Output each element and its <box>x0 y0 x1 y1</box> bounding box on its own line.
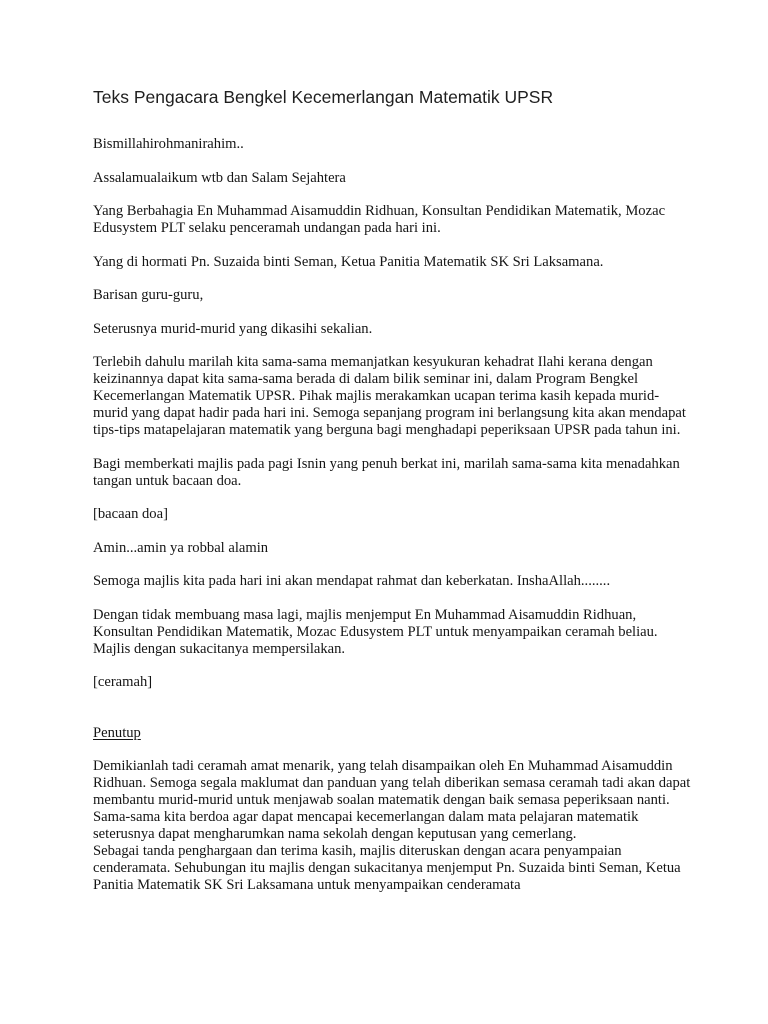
closing-paragraph: Demikianlah tadi ceramah amat menarik, yang telah disampaikan oleh En Muhammad Aisamuddin Ridhuan. Semoga segala maklumat dan panduan yang telah diberikan semasa ceramah tadi akan dapat membantu murid-murid untuk menjawab soalan matematik dengan baik semasa peperiksaan nanti. Sama-sama kita berdoa agar dapat mencapai kecemerlangan dalam mata pelajaran matematik seterusnya dapat mengharumkan nama sekolah dengan keputusan yang cemerlang. <box>93 758 691 842</box>
salutation-students: Seterusnya murid-murid yang dikasihi sekalian. <box>93 320 373 337</box>
salutation-teachers: Barisan guru-guru, <box>93 287 204 303</box>
opening-paragraph: Terlebih dahulu marilah kita sama-sama memanjatkan kesyukuran kehadrat Ilahi kerana dengan keizinannya dapat kita sama-sama berada di dalam bilik seminar ini, dalam Program Bengkel Kecemerlangan Matematik UPSR. Pihak majlis merakamkan ucapan terima kasih kepada murid-murid yang dapat hadir pada hari ini. Semoga sepanjang program ini berlangsung kita akan mendapat tips-tips matapelajaran matematik yang berguna bagi menghadapi peperiksaan UPSR pada tahun ini. <box>93 354 686 438</box>
lecture-marker: [ceramah] <box>93 674 153 690</box>
opening-basmalah: Bismillahirohmanirahim.. <box>93 136 244 152</box>
prayer-invitation: Bagi memberkati majlis pada pagi Isnin yang penuh berkat ini, marilah sama-sama kita menadahkan tangan untuk bacaan doa. <box>93 455 680 489</box>
souvenir-paragraph: Sebagai tanda penghargaan dan terima kasih, majlis diteruskan dengan acara penyampaian cenderamata. Sehubungan itu majlis dengan sukacitanya menjemput Pn. Suzaida binti Seman, Ketua Panitia Matematik SK Sri Laksamana untuk menyampaikan cenderamata <box>93 843 681 893</box>
document-title: Teks Pengacara Bengkel Kecemerlangan Matematik UPSR <box>93 87 554 107</box>
closing-heading: Penutup <box>93 724 141 741</box>
welcome-line: Majlis dengan sukacitanya mempersilakan. <box>93 640 346 657</box>
salutation-speaker: Yang Berbahagia En Muhammad Aisamuddin Ridhuan, Konsultan Pendidikan Matematik, Mozac Edusystem PLT selaku penceramah undangan pada hari ini. <box>93 203 666 236</box>
section-spacer <box>93 708 693 725</box>
greeting: Assalamualaikum wtb dan Salam Sejahtera <box>93 169 346 186</box>
salutation-panel-head: Yang di hormati Pn. Suzaida binti Seman, Ketua Panitia Matematik SK Sri Laksamana. <box>93 253 604 270</box>
speaker-invitation: Dengan tidak membuang masa lagi, majlis menjemput En Muhammad Aisamuddin Ridhuan, Konsultan Pendidikan Matematik, Mozac Edusystem PLT untuk menyampaikan ceramah beliau. <box>93 606 658 640</box>
prayer-marker: [bacaan doa] <box>93 506 168 522</box>
amin-line: Amin...amin ya robbal alamin <box>93 539 269 556</box>
document-body <box>93 136 693 894</box>
blessing-line: Semoga majlis kita pada hari ini akan mendapat rahmat dan keberkatan. InshaAllah........ <box>93 573 611 589</box>
